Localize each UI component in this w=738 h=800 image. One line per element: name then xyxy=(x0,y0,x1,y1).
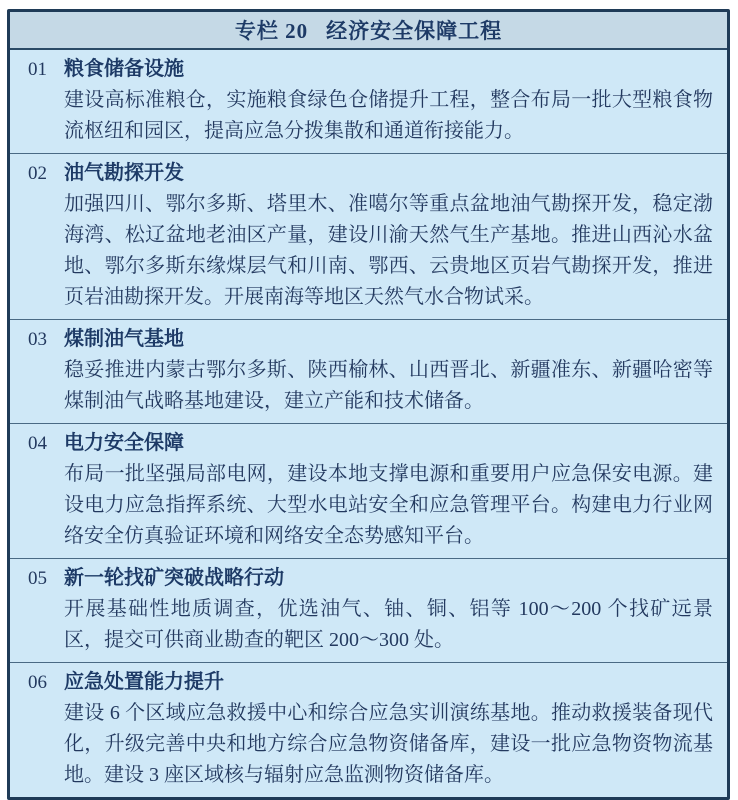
panel-header xyxy=(10,12,727,50)
section-heading-line xyxy=(28,563,713,594)
section-title: 粮食储备设施 xyxy=(64,58,184,80)
section-row-03 xyxy=(10,320,727,424)
section-body-text: 建设 6 个区域应急救援中心和综合应急实训演练基地。推动救援装备现代化，升级完善中央和地方综合应急物资储备库，建设一批应急物资物流基地。建设 3 座区域核与辐射应急监测物资储备库。 xyxy=(64,702,713,786)
section-number: 06 xyxy=(28,672,47,693)
section-title: 新一轮找矿突破战略行动 xyxy=(64,567,284,589)
section-title: 应急处置能力提升 xyxy=(64,671,224,693)
section-body-text: 加强四川、鄂尔多斯、塔里木、准噶尔等重点盆地油气勘探开发，稳定渤海湾、松辽盆地老油区产量，建设川渝天然气生产基地。推进山西沁水盆地、鄂尔多斯东缘煤层气和川南、鄂西、云贵地区页岩气勘探开发，推进页岩油勘探开发。开展南海等地区天然气水合物试采。 xyxy=(64,193,713,308)
section-number: 05 xyxy=(28,568,47,589)
section-number: 03 xyxy=(28,329,47,350)
section-title: 油气勘探开发 xyxy=(64,162,184,184)
section-heading-line xyxy=(28,158,713,189)
section-body-text: 稳妥推进内蒙古鄂尔多斯、陕西榆林、山西晋北、新疆准东、新疆哈密等煤制油气战略基地建设，建立产能和技术储备。 xyxy=(64,359,713,412)
section-heading-line xyxy=(28,428,713,459)
section-body-text: 开展基础性地质调查，优选油气、铀、铜、铝等 100～200 个找矿远景区，提交可供商业勘查的靶区 200～300 处。 xyxy=(64,598,713,651)
panel-title-text: 经济安全保障工程 xyxy=(326,19,503,43)
section-title: 煤制油气基地 xyxy=(64,328,184,350)
section-heading-line xyxy=(28,324,713,355)
section-row-02 xyxy=(10,154,727,320)
section-row-04 xyxy=(10,424,727,559)
policy-box xyxy=(7,9,730,800)
section-heading-line xyxy=(28,667,713,698)
section-body-text: 布局一批坚强局部电网，建设本地支撑电源和重要用户应急保安电源。建设电力应急指挥系统、大型水电站安全和应急管理平台。构建电力行业网络安全仿真验证环境和网络安全态势感知平台。 xyxy=(64,463,713,547)
section-title: 电力安全保障 xyxy=(64,432,184,454)
section-body-text: 建设高标准粮仓，实施粮食绿色仓储提升工程，整合布局一批大型粮食物流枢纽和园区，提高应急分拨集散和通道衔接能力。 xyxy=(64,89,713,142)
section-number: 04 xyxy=(28,433,47,454)
section-heading-line xyxy=(28,54,713,85)
section-number: 02 xyxy=(28,163,47,184)
section-row-06 xyxy=(10,663,727,797)
section-row-05 xyxy=(10,559,727,663)
section-number: 01 xyxy=(28,59,47,80)
section-row-01 xyxy=(10,50,727,154)
panel-title-prefix: 专栏 20 xyxy=(234,19,309,43)
